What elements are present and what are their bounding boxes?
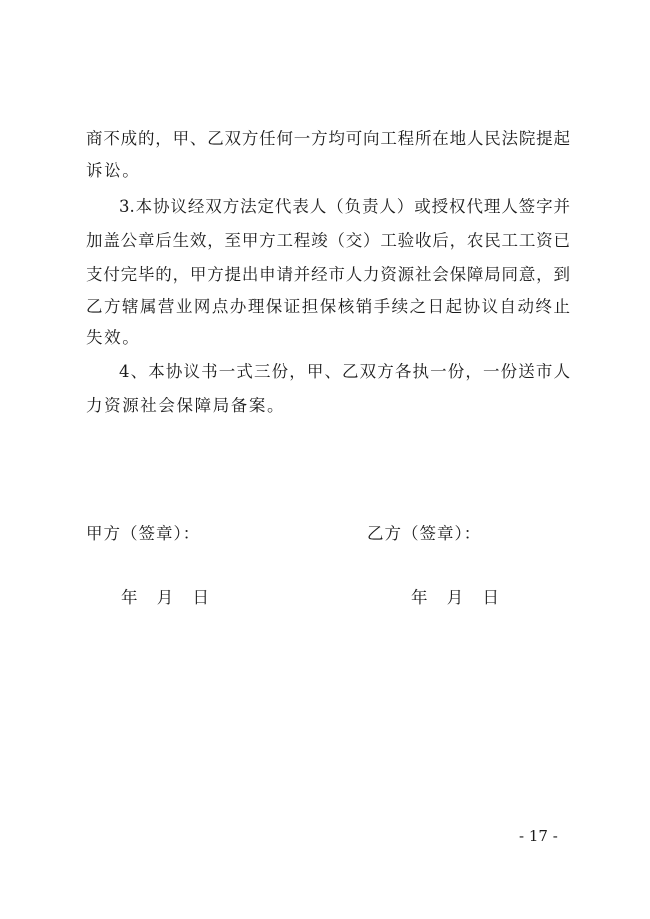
paragraph-line: 诉讼。 (86, 161, 141, 180)
paragraph-line: 失效。 (86, 328, 141, 347)
paragraph-line: 力资源社会保障局备案。 (86, 396, 286, 415)
party-b-date-line: 年 月 日 (411, 588, 499, 607)
paragraph-line: 支付完毕的，甲方提出申请并经市人力资源社会保障局同意，到 (86, 265, 570, 284)
paragraph-line: 乙方辖属营业网点办理保证担保核销手续之日起协议自动终止 (86, 297, 570, 316)
party-b-signature-label: 乙方（签章）： (367, 524, 482, 543)
paragraph-line: 加盖公章后生效，至甲方工程竣（交）工验收后，农民工工资已 (86, 231, 570, 250)
party-a-date-line: 年 月 日 (121, 588, 209, 607)
clause-3-line: 3.本协议经双方法定代表人（负责人）或授权代理人签字并 (119, 197, 570, 216)
clause-4-line: 4、本协议书一式三份，甲、乙双方各执一份，一份送市人 (119, 362, 570, 381)
party-a-signature-label: 甲方（签章）： (86, 524, 201, 543)
paragraph-line: 商不成的，甲、乙双方任何一方均可向工程所在地人民法院提起 (86, 129, 570, 148)
page-number: - 17 - (519, 827, 558, 845)
